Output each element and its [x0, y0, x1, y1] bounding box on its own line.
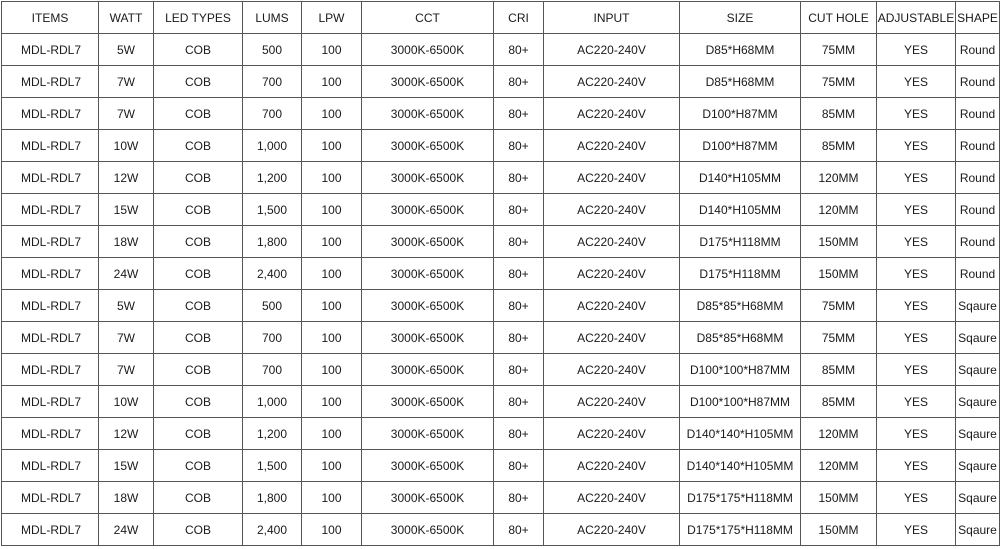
cell-watt: 18W — [99, 482, 154, 514]
cell-size: D100*H87MM — [680, 98, 801, 130]
cell-cct: 3000K-6500K — [362, 130, 494, 162]
cell-adjustable: YES — [877, 258, 956, 290]
column-header-shape: SHAPE — [956, 2, 1000, 34]
cell-shape: Sqaure — [956, 354, 1000, 386]
cell-lums: 1,800 — [243, 482, 302, 514]
cell-cut-hole: 120MM — [801, 418, 877, 450]
cell-cri: 80+ — [494, 66, 544, 98]
cell-size: D175*175*H118MM — [680, 482, 801, 514]
column-header-input: INPUT — [544, 2, 680, 34]
cell-items: MDL-RDL7 — [2, 386, 99, 418]
cell-cri: 80+ — [494, 98, 544, 130]
cell-cut-hole: 75MM — [801, 290, 877, 322]
cell-input: AC220-240V — [544, 162, 680, 194]
cell-cut-hole: 85MM — [801, 354, 877, 386]
cell-shape: Round — [956, 130, 1000, 162]
table-row — [2, 450, 1000, 482]
cell-adjustable: YES — [877, 386, 956, 418]
cell-watt: 18W — [99, 226, 154, 258]
cell-lpw: 100 — [302, 290, 362, 322]
cell-led-types: COB — [154, 194, 243, 226]
cell-shape: Sqaure — [956, 322, 1000, 354]
cell-input: AC220-240V — [544, 450, 680, 482]
cell-size: D85*H68MM — [680, 66, 801, 98]
cell-watt: 10W — [99, 130, 154, 162]
cell-input: AC220-240V — [544, 418, 680, 450]
cell-shape: Round — [956, 162, 1000, 194]
cell-led-types: COB — [154, 354, 243, 386]
cell-cut-hole: 85MM — [801, 386, 877, 418]
cell-items: MDL-RDL7 — [2, 130, 99, 162]
cell-lums: 2,400 — [243, 514, 302, 546]
table-row — [2, 386, 1000, 418]
table-row — [2, 514, 1000, 546]
cell-shape: Sqaure — [956, 386, 1000, 418]
cell-shape: Round — [956, 98, 1000, 130]
cell-adjustable: YES — [877, 354, 956, 386]
cell-cct: 3000K-6500K — [362, 354, 494, 386]
cell-lpw: 100 — [302, 162, 362, 194]
cell-lpw: 100 — [302, 226, 362, 258]
table-row — [2, 66, 1000, 98]
cell-led-types: COB — [154, 514, 243, 546]
cell-size: D175*H118MM — [680, 258, 801, 290]
cell-lums: 1,000 — [243, 130, 302, 162]
table-header — [2, 2, 1000, 34]
cell-adjustable: YES — [877, 194, 956, 226]
cell-input: AC220-240V — [544, 386, 680, 418]
cell-input: AC220-240V — [544, 66, 680, 98]
cell-items: MDL-RDL7 — [2, 226, 99, 258]
cell-cut-hole: 75MM — [801, 66, 877, 98]
cell-watt: 7W — [99, 354, 154, 386]
cell-items: MDL-RDL7 — [2, 258, 99, 290]
table-body — [2, 34, 1000, 546]
table-row — [2, 98, 1000, 130]
cell-adjustable: YES — [877, 98, 956, 130]
cell-watt: 7W — [99, 98, 154, 130]
cell-lums: 500 — [243, 34, 302, 66]
cell-cut-hole: 120MM — [801, 450, 877, 482]
column-header-lums: LUMS — [243, 2, 302, 34]
cell-items: MDL-RDL7 — [2, 290, 99, 322]
column-header-items: ITEMS — [2, 2, 99, 34]
cell-adjustable: YES — [877, 322, 956, 354]
cell-lpw: 100 — [302, 322, 362, 354]
cell-adjustable: YES — [877, 450, 956, 482]
cell-led-types: COB — [154, 162, 243, 194]
cell-adjustable: YES — [877, 514, 956, 546]
cell-led-types: COB — [154, 98, 243, 130]
cell-cct: 3000K-6500K — [362, 290, 494, 322]
cell-cct: 3000K-6500K — [362, 258, 494, 290]
cell-adjustable: YES — [877, 418, 956, 450]
cell-watt: 7W — [99, 66, 154, 98]
cell-shape: Sqaure — [956, 450, 1000, 482]
cell-items: MDL-RDL7 — [2, 322, 99, 354]
cell-lpw: 100 — [302, 98, 362, 130]
cell-cut-hole: 75MM — [801, 322, 877, 354]
table-row — [2, 322, 1000, 354]
column-header-adjustable: ADJUSTABLE — [877, 2, 956, 34]
cell-cri: 80+ — [494, 130, 544, 162]
column-header-cri: CRI — [494, 2, 544, 34]
column-header-size: SIZE — [680, 2, 801, 34]
cell-cct: 3000K-6500K — [362, 418, 494, 450]
cell-input: AC220-240V — [544, 354, 680, 386]
cell-size: D175*H118MM — [680, 226, 801, 258]
cell-led-types: COB — [154, 482, 243, 514]
cell-input: AC220-240V — [544, 258, 680, 290]
cell-shape: Round — [956, 258, 1000, 290]
cell-cri: 80+ — [494, 322, 544, 354]
table-row — [2, 258, 1000, 290]
cell-size: D85*H68MM — [680, 34, 801, 66]
cell-adjustable: YES — [877, 130, 956, 162]
cell-shape: Sqaure — [956, 482, 1000, 514]
cell-lpw: 100 — [302, 386, 362, 418]
cell-size: D85*85*H68MM — [680, 322, 801, 354]
cell-items: MDL-RDL7 — [2, 66, 99, 98]
table-row — [2, 226, 1000, 258]
cell-size: D100*H87MM — [680, 130, 801, 162]
cell-led-types: COB — [154, 34, 243, 66]
table-row — [2, 162, 1000, 194]
cell-cri: 80+ — [494, 258, 544, 290]
cell-cri: 80+ — [494, 162, 544, 194]
cell-cct: 3000K-6500K — [362, 66, 494, 98]
cell-cct: 3000K-6500K — [362, 514, 494, 546]
cell-shape: Sqaure — [956, 290, 1000, 322]
cell-shape: Sqaure — [956, 514, 1000, 546]
cell-lums: 500 — [243, 290, 302, 322]
cell-items: MDL-RDL7 — [2, 514, 99, 546]
cell-watt: 5W — [99, 290, 154, 322]
cell-lums: 1,500 — [243, 194, 302, 226]
cell-input: AC220-240V — [544, 290, 680, 322]
cell-cct: 3000K-6500K — [362, 162, 494, 194]
cell-cct: 3000K-6500K — [362, 34, 494, 66]
cell-cri: 80+ — [494, 418, 544, 450]
table-row — [2, 290, 1000, 322]
cell-size: D140*H105MM — [680, 162, 801, 194]
table-row — [2, 482, 1000, 514]
cell-lums: 700 — [243, 98, 302, 130]
cell-cut-hole: 120MM — [801, 162, 877, 194]
cell-led-types: COB — [154, 130, 243, 162]
cell-lums: 700 — [243, 322, 302, 354]
cell-led-types: COB — [154, 290, 243, 322]
cell-watt: 5W — [99, 34, 154, 66]
cell-watt: 15W — [99, 194, 154, 226]
cell-led-types: COB — [154, 418, 243, 450]
cell-adjustable: YES — [877, 66, 956, 98]
cell-cri: 80+ — [494, 482, 544, 514]
cell-adjustable: YES — [877, 482, 956, 514]
cell-lpw: 100 — [302, 418, 362, 450]
cell-items: MDL-RDL7 — [2, 162, 99, 194]
cell-watt: 24W — [99, 514, 154, 546]
table-row — [2, 194, 1000, 226]
cell-input: AC220-240V — [544, 322, 680, 354]
cell-lpw: 100 — [302, 258, 362, 290]
cell-cri: 80+ — [494, 514, 544, 546]
cell-lums: 1,200 — [243, 162, 302, 194]
cell-watt: 12W — [99, 418, 154, 450]
cell-cri: 80+ — [494, 34, 544, 66]
cell-cri: 80+ — [494, 386, 544, 418]
cell-size: D85*85*H68MM — [680, 290, 801, 322]
header-row — [2, 2, 1000, 34]
cell-items: MDL-RDL7 — [2, 354, 99, 386]
cell-cut-hole: 150MM — [801, 258, 877, 290]
table-row — [2, 418, 1000, 450]
cell-cut-hole: 150MM — [801, 514, 877, 546]
cell-input: AC220-240V — [544, 194, 680, 226]
cell-cut-hole: 85MM — [801, 130, 877, 162]
cell-items: MDL-RDL7 — [2, 482, 99, 514]
cell-adjustable: YES — [877, 290, 956, 322]
cell-led-types: COB — [154, 226, 243, 258]
cell-cut-hole: 85MM — [801, 98, 877, 130]
cell-cut-hole: 150MM — [801, 226, 877, 258]
cell-led-types: COB — [154, 386, 243, 418]
cell-cri: 80+ — [494, 290, 544, 322]
cell-size: D140*H105MM — [680, 194, 801, 226]
cell-cri: 80+ — [494, 354, 544, 386]
cell-size: D100*100*H87MM — [680, 386, 801, 418]
cell-cct: 3000K-6500K — [362, 226, 494, 258]
cell-lums: 2,400 — [243, 258, 302, 290]
cell-items: MDL-RDL7 — [2, 98, 99, 130]
cell-cri: 80+ — [494, 226, 544, 258]
cell-watt: 7W — [99, 322, 154, 354]
cell-items: MDL-RDL7 — [2, 418, 99, 450]
cell-adjustable: YES — [877, 226, 956, 258]
cell-cct: 3000K-6500K — [362, 194, 494, 226]
cell-items: MDL-RDL7 — [2, 194, 99, 226]
cell-lpw: 100 — [302, 354, 362, 386]
column-header-cut-hole: CUT HOLE — [801, 2, 877, 34]
cell-cut-hole: 150MM — [801, 482, 877, 514]
cell-lums: 1,000 — [243, 386, 302, 418]
cell-size: D100*100*H87MM — [680, 354, 801, 386]
cell-watt: 10W — [99, 386, 154, 418]
column-header-lpw: LPW — [302, 2, 362, 34]
cell-lpw: 100 — [302, 194, 362, 226]
cell-cct: 3000K-6500K — [362, 98, 494, 130]
cell-lums: 700 — [243, 66, 302, 98]
cell-led-types: COB — [154, 322, 243, 354]
cell-led-types: COB — [154, 258, 243, 290]
cell-lpw: 100 — [302, 34, 362, 66]
cell-lpw: 100 — [302, 514, 362, 546]
cell-cut-hole: 120MM — [801, 194, 877, 226]
cell-size: D140*140*H105MM — [680, 450, 801, 482]
table-row — [2, 354, 1000, 386]
table-row — [2, 34, 1000, 66]
cell-adjustable: YES — [877, 34, 956, 66]
cell-shape: Round — [956, 194, 1000, 226]
cell-shape: Round — [956, 34, 1000, 66]
cell-input: AC220-240V — [544, 130, 680, 162]
cell-items: MDL-RDL7 — [2, 450, 99, 482]
cell-input: AC220-240V — [544, 98, 680, 130]
cell-adjustable: YES — [877, 162, 956, 194]
column-header-watt: WATT — [99, 2, 154, 34]
cell-input: AC220-240V — [544, 226, 680, 258]
cell-watt: 12W — [99, 162, 154, 194]
cell-lpw: 100 — [302, 130, 362, 162]
cell-input: AC220-240V — [544, 482, 680, 514]
cell-led-types: COB — [154, 450, 243, 482]
cell-items: MDL-RDL7 — [2, 34, 99, 66]
spec-table — [1, 1, 1000, 546]
cell-cri: 80+ — [494, 450, 544, 482]
cell-cct: 3000K-6500K — [362, 386, 494, 418]
cell-lpw: 100 — [302, 66, 362, 98]
cell-led-types: COB — [154, 66, 243, 98]
cell-cri: 80+ — [494, 194, 544, 226]
cell-lums: 1,800 — [243, 226, 302, 258]
table-row — [2, 130, 1000, 162]
cell-cct: 3000K-6500K — [362, 482, 494, 514]
cell-shape: Round — [956, 226, 1000, 258]
cell-cct: 3000K-6500K — [362, 322, 494, 354]
cell-input: AC220-240V — [544, 34, 680, 66]
cell-size: D175*175*H118MM — [680, 514, 801, 546]
cell-lums: 700 — [243, 354, 302, 386]
column-header-cct: CCT — [362, 2, 494, 34]
cell-shape: Round — [956, 66, 1000, 98]
cell-lums: 1,500 — [243, 450, 302, 482]
cell-lpw: 100 — [302, 450, 362, 482]
cell-size: D140*140*H105MM — [680, 418, 801, 450]
cell-cut-hole: 75MM — [801, 34, 877, 66]
cell-cct: 3000K-6500K — [362, 450, 494, 482]
cell-input: AC220-240V — [544, 514, 680, 546]
cell-watt: 24W — [99, 258, 154, 290]
cell-lpw: 100 — [302, 482, 362, 514]
cell-shape: Sqaure — [956, 418, 1000, 450]
column-header-led-types: LED TYPES — [154, 2, 243, 34]
cell-lums: 1,200 — [243, 418, 302, 450]
cell-watt: 15W — [99, 450, 154, 482]
